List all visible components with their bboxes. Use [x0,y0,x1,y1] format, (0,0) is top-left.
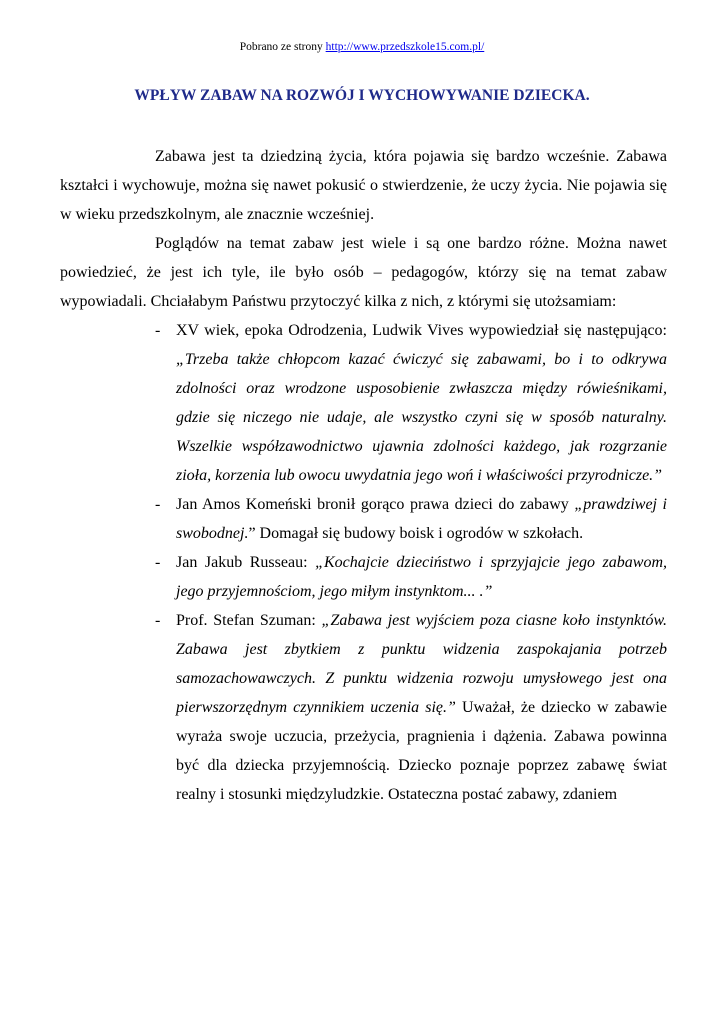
document-title: WPŁYW ZABAW NA ROZWÓJ I WYCHOWYWANIE DZIECKA. [134,87,590,104]
header-prefix: Pobrano ze strony [239,41,326,53]
item-tail: Uważał, że dziecko w zabawie wyraża swoje uczucia, przeżycia, pragnienia i dążenia. Zabawa powinna być dla dziecka przyjemnością. Dziecko poznaje poprzez zabawę świat realny i stosunki międzyludzkie. Ostateczna postać zabawy, zdaniem [176,699,667,803]
list-bullet: - [155,322,161,339]
list-item [60,316,667,490]
item-quote: „Kochajcie dzieciństwo i sprzyjajcie jego zabawom, jego przyjemnościom, jego miłym instynktom... .” [176,554,667,600]
page-header [0,40,724,54]
document-body [60,142,667,809]
list-item [60,548,667,606]
item-lead: Prof. Stefan Szuman: [176,612,322,629]
item-tail: ” Domagał się budowy boisk i ogrodów w szkołach. [248,525,584,542]
item-quote: „Zabawa jest wyjściem poza ciasne koło instynktów. Zabawa jest zbytkiem z punktu widzenia zaspokajania potrzeb samozachowawczych. Z punktu widzenia rozwoju umysłowego jest ona pierwszorzędnym czynnikiem uczenia się.” [176,612,668,716]
list-item [60,490,667,548]
item-quote: „prawdziwej i swobodnej. [176,496,667,542]
item-lead: XV wiek, epoka Odrodzenia, Ludwik Vives wypowiedział się następująco: [176,322,667,339]
paragraph-1: Zabawa jest ta dziedziną życia, która pojawia się bardzo wcześnie. Zabawa kształci i wychowuje, można się nawet pokusić o stwierdzenie, że uczy życia. Nie pojawia się w wieku przedszkolnym, ale znacznie wcześniej. [60,148,667,223]
paragraph-2: Poglądów na temat zabaw jest wiele i są one bardzo różne. Można nawet powiedzieć, że jest ich tyle, ile było osób – pedagogów, którzy się na temat zabaw wypowiadali. Chciałabym Państwu przytoczyć kilka z nich, z którymi się utożsamiam: [60,235,667,310]
list-bullet: - [155,554,161,571]
list-item [60,606,667,809]
quotes-list [60,316,667,809]
list-bullet: - [155,612,161,629]
item-lead: Jan Jakub Russeau: [176,554,316,571]
list-bullet: - [155,496,161,513]
source-link[interactable]: http://www.przedszkole15.com.pl/ [325,41,485,53]
item-lead: Jan Amos Komeński bronił gorąco prawa dzieci do zabawy [176,496,575,513]
item-quote: „Trzeba także chłopcom kazać ćwiczyć się zabawami, bo i to odkrywa zdolności oraz wrodzone usposobienie zwłaszcza między rówieśnikami, gdzie się niczego nie udaje, ale wszystko czyni się w sposób naturalny. Wszelkie współzawodnictwo ujawnia zdolności każdego, jak rozgrzanie zioła, korzenia lub owocu uwydatnia jego woń i właściwości przyrodnicze.” [176,351,667,484]
